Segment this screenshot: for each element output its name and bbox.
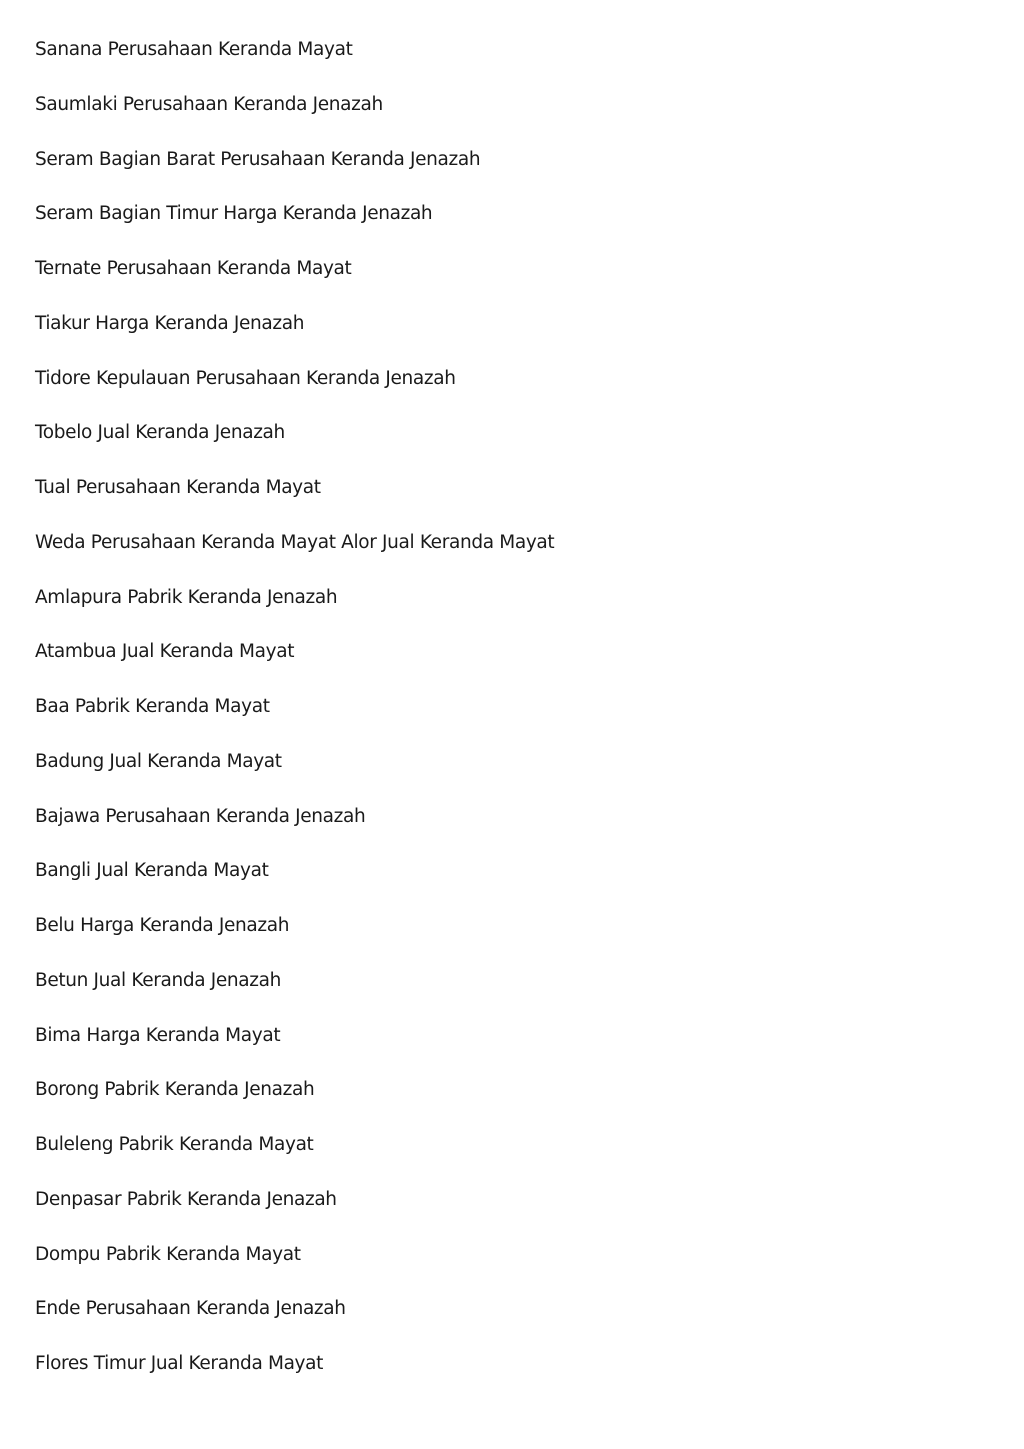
text-line: Dompu Pabrik Keranda Mayat [35, 1243, 301, 1265]
text-line: Flores Timur Jual Keranda Mayat [35, 1353, 324, 1374]
text-line: Buleleng Pabrik Keranda Mayat [35, 1134, 314, 1155]
text-line: Saumlaki Perusahaan Keranda Jenazah [35, 93, 383, 115]
text-line: Seram Bagian Timur Harga Keranda Jenazah [35, 203, 433, 225]
text-line: Betun Jual Keranda Jenazah [35, 969, 281, 991]
text-line: Belu Harga Keranda Jenazah [35, 915, 290, 936]
text-line: Atambua Jual Keranda Mayat [35, 641, 295, 663]
text-line: Baa Pabrik Keranda Mayat [35, 696, 270, 717]
text-line: Bangli Jual Keranda Mayat [35, 860, 269, 882]
text-line: Tobelo Jual Keranda Jenazah [35, 422, 285, 444]
text-line-list [35, 37, 554, 1406]
text-line: Denpasar Pabrik Keranda Jenazah [35, 1188, 337, 1210]
text-line: Tidore Kepulauan Perusahaan Keranda Jenazah [35, 367, 456, 389]
text-line: Ende Perusahaan Keranda Jenazah [35, 1298, 346, 1320]
text-line: Bima Harga Keranda Mayat [35, 1024, 281, 1046]
text-line: Badung Jual Keranda Mayat [35, 750, 282, 772]
text-line: Borong Pabrik Keranda Jenazah [35, 1079, 315, 1101]
text-line: Bajawa Perusahaan Keranda Jenazah [35, 805, 366, 827]
text-line: Tiakur Harga Keranda Jenazah [35, 312, 305, 334]
text-line: Tual Perusahaan Keranda Mayat [35, 477, 321, 498]
text-line: Weda Perusahaan Keranda Mayat Alor Jual Keranda Mayat [35, 531, 555, 553]
text-line: Ternate Perusahaan Keranda Mayat [35, 258, 352, 279]
text-line: Seram Bagian Barat Perusahaan Keranda Jenazah [35, 148, 481, 170]
text-line: Amlapura Pabrik Keranda Jenazah [35, 586, 338, 608]
text-line: Sanana Perusahaan Keranda Mayat [35, 39, 353, 60]
